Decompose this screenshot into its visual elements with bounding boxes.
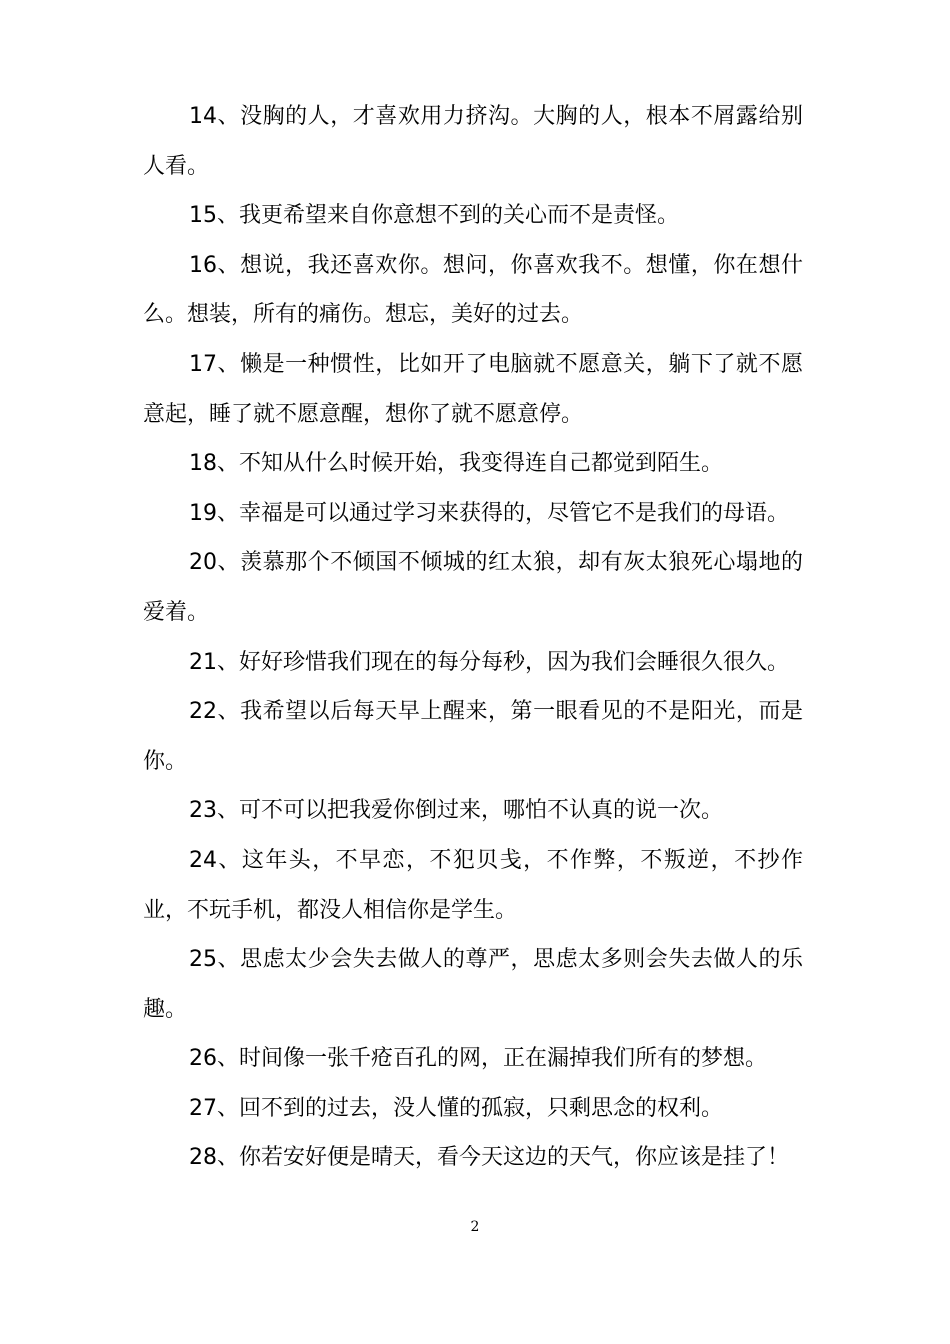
paragraph-25: 25、思虑太少会失去做人的尊严，思虑太多则会失去做人的乐趣。 (143, 947, 803, 1022)
paragraph-21: 21、好好珍惜我们现在的每分每秒，因为我们会睡很久很久。 (189, 649, 789, 675)
page-number: 2 (470, 1219, 480, 1235)
paragraph-27: 27、回不到的过去，没人懂的孤寂，只剩思念的权利。 (189, 1095, 723, 1121)
paragraph-18: 18、不知从什么时候开始，我变得连自己都觉到陌生。 (189, 451, 723, 477)
page-content (143, 92, 803, 1183)
paragraph-28: 28、你若安好便是晴天，看今天这边的天气，你应该是挂了！ (189, 1145, 789, 1171)
paragraph-15: 15、我更希望来自你意想不到的关心而不是责怪。 (189, 203, 679, 229)
paragraph-24: 24、这年头，不早恋，不犯贝戋，不作弊，不叛逆，不抄作业，不玩手机，都没人相信你是学生。 (143, 847, 803, 923)
paragraph-14: 14、没胸的人，才喜欢用力挤沟。大胸的人，根本不屑露给别人看。 (143, 104, 803, 179)
paragraph-23: 23、可不可以把我爱你倒过来，哪怕不认真的说一次。 (189, 798, 723, 824)
paragraph-20: 20、羡慕那个不倾国不倾城的红太狼，却有灰太狼死心塌地的爱着。 (143, 550, 803, 625)
paragraph-19: 19、幸福是可以通过学习来获得的，尽管它不是我们的母语。 (189, 500, 789, 526)
paragraph-22: 22、我希望以后每天早上醒来，第一眼看见的不是阳光，而是你。 (143, 699, 803, 774)
paragraph-17: 17、懒是一种惯性，比如开了电脑就不愿意关，躺下了就不愿意起，睡了就不愿意醒，想你了就不愿意停。 (143, 351, 803, 427)
paragraph-16: 16、想说，我还喜欢你。想问，你喜欢我不。想懂，你在想什么。想装，所有的痛伤。想忘，美好的过去。 (143, 252, 803, 328)
paragraph-26: 26、时间像一张千疮百孔的网，正在漏掉我们所有的梦想。 (189, 1046, 767, 1072)
